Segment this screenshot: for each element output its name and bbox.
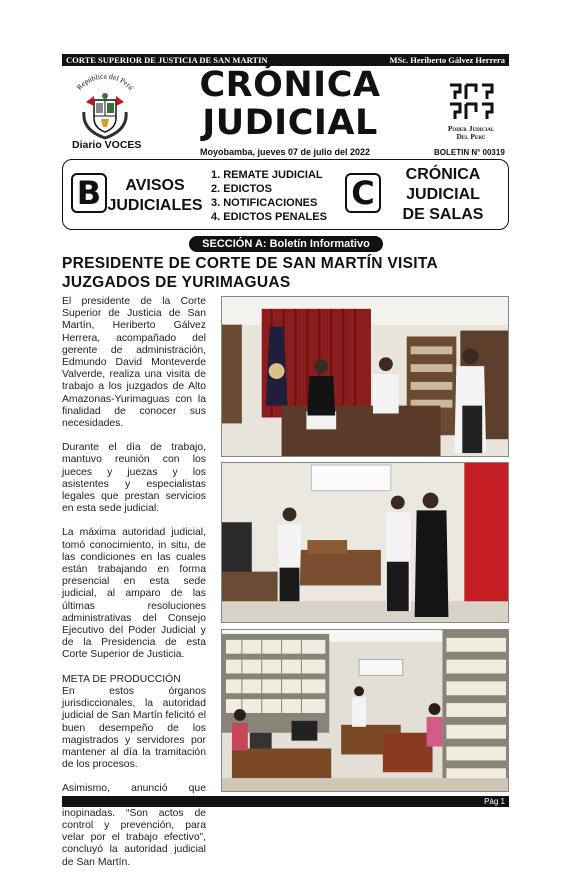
article-paragraph: Durante el día de trabajo, mantuvo reunión con los jueces y juezas y los asistentes y especialistas legales que prestan servicios en esta sede judicial. [62,442,206,515]
section-label: SECCIÓN A: Boletín Informativo [189,236,383,252]
poder-judicial-text [437,125,505,141]
newspaper-caption: Diario VOCES [72,139,142,151]
article-body [62,296,206,881]
section-c-letter: C [345,173,381,213]
logo-arc-text: República del Perú [74,72,136,92]
photo-archive-room [221,629,509,792]
article-headline: PRESIDENTE DE CORTE DE SAN MARTÍN VISITA JUZGADOS DE YURIMAGUAS [62,255,438,291]
pj-line1: Poder Judicial [447,124,495,133]
article-paragraph: La máxima autoridad judicial, tomó conocimiento, in situ, de las condiciones en las cuales están trabajando en forma presencial en esta sede judicial, al amparo de las últimas resoluciones administrativas del Consejo Ejecutivo del Poder Judicial y de la Presidencia de esta Corte Superior de Justicia. [62,527,206,661]
masthead-line2: JUDICIAL [202,103,378,143]
section-c-title-line3: DE SALAS [402,206,484,223]
section-b-item: 2. EDICTOS [211,183,272,195]
section-b-letter: B [71,173,107,213]
section-b-item: 3. NOTIFICACIONES [211,197,318,209]
masthead-title [190,66,390,142]
sections-index [62,159,509,230]
author-name: MSc. Heriberto Gálvez Herrera [389,55,505,65]
section-b-title [107,176,203,216]
section-c-title [383,165,503,225]
section-b-title-line2: JUDICIALES [107,197,203,214]
article-paragraph: Asimismo, anunció que inopinadas. “Son actos de control y prevención, para velar por el trabajo efectivo”, concluyó la autoridad judicial de San Martín. [62,783,206,868]
section-c-title-line2: JUDICIAL [406,186,480,203]
svg-text:República del Perú [75,72,136,92]
court-name: CORTE SUPERIOR DE JUSTICIA DE SAN MARTIN [66,55,268,65]
masthead-line1: CRÓNICA [199,65,381,105]
article-paragraph: El presidente de la Corte Superior de Justicia de San Martín, Heriberto Gálvez Herrera, acompañado del gerente de administración, Edmundo David Monteverde Valverde, realiza una visita de trabajo a los juzgados de Alto Amazonas-Yurimaguas con la finalidad de conocer sus necesidades. [62,296,206,430]
photo-office-meeting [221,296,509,457]
page-number: Pág 1 [484,797,505,806]
pj-line2: Del Perú [456,132,486,141]
bulletin-number: BOLETIN N° 00319 [434,148,505,157]
page-footer [62,796,509,807]
article-subhead: META DE PRODUCCIÓN [62,673,181,685]
photo-office-visit [221,462,509,623]
section-b-list [211,168,327,224]
article-paragraph: En estos órganos jurisdiccionales, la autoridad judicial de San Martín felicitó el buen desempeño de los magistrados y servidores por mantener al día la tramitación de los procesos. [62,685,206,771]
section-b-item: 1. REMATE JUDICIAL [211,169,323,181]
section-c-title-line1: CRÓNICA [405,166,481,183]
section-b-title-line1: AVISOS [125,177,185,194]
poder-judicial-logo [447,82,495,122]
section-b-item: 4. EDICTOS PENALES [211,211,327,223]
dateline: Moyobamba, jueves 07 de julio del 2022 [200,147,371,157]
